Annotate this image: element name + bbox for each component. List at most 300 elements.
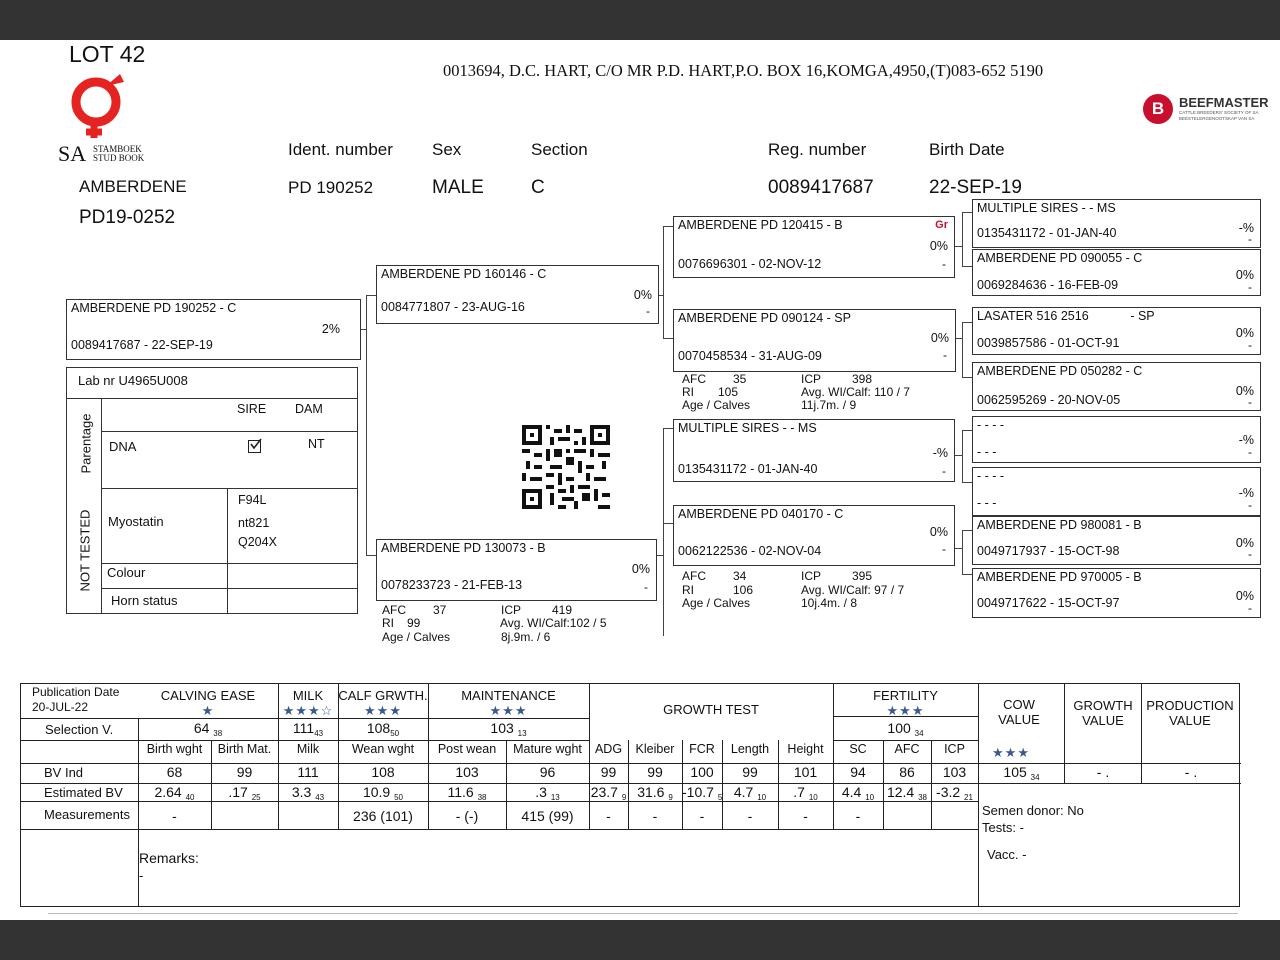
pedigree-dam-sire[interactable] xyxy=(673,419,955,482)
divider xyxy=(227,488,228,613)
ebv-value: .7 xyxy=(793,784,805,800)
bv-label: BV Ind xyxy=(44,765,84,780)
sd-icp-label: ICP xyxy=(801,372,822,386)
milk-header: MILK xyxy=(292,688,324,703)
sire-dash: - xyxy=(646,304,650,318)
column-header: SC xyxy=(849,742,867,756)
divider xyxy=(833,740,978,741)
cow-value: 105 xyxy=(1003,764,1027,780)
gen3-dash: - xyxy=(1248,601,1252,615)
gen3-dash: - xyxy=(1248,445,1252,459)
sd-ri: 105 xyxy=(718,385,739,399)
qr-code-icon[interactable] xyxy=(522,425,610,509)
column-header: Post wean xyxy=(437,742,497,756)
pedigree-gen3-6[interactable] xyxy=(972,467,1261,516)
gen3-dash: - xyxy=(1248,280,1252,294)
dd-icp: 395 xyxy=(852,569,873,583)
measurement-cell xyxy=(722,808,778,824)
beefmaster-logo xyxy=(1143,94,1273,126)
ebv-value: 12.4 xyxy=(886,784,915,800)
accuracy: 38 xyxy=(477,793,487,802)
sa-text: SA xyxy=(58,141,87,166)
column-header xyxy=(338,742,428,756)
studbook-emblem-icon xyxy=(66,72,136,144)
connector xyxy=(663,338,673,339)
ebv-cell xyxy=(778,784,833,802)
gen3-name: - - - - xyxy=(977,469,1005,483)
pedigree-gen3-2[interactable] xyxy=(972,249,1261,296)
myostatin-value-1: F94L xyxy=(238,493,267,507)
bv-value: 99 xyxy=(742,764,758,780)
selection-milk xyxy=(278,720,338,738)
pedigree-gen3-5[interactable] xyxy=(972,416,1261,463)
reg-label: Reg. number xyxy=(768,140,867,159)
pedigree-gen3-4[interactable] xyxy=(972,362,1261,411)
connector xyxy=(366,295,367,555)
dam-percent: 0% xyxy=(631,562,650,576)
gen3-id: 0039857586 - 01-OCT-91 xyxy=(977,336,1120,350)
gen3-name: AMBERDENE PD 090055 - C xyxy=(977,251,1143,265)
accuracy: 9 xyxy=(668,793,673,802)
sd-percent: 0% xyxy=(930,331,949,345)
connector xyxy=(962,377,972,378)
connector xyxy=(663,428,664,636)
ss-dash: - xyxy=(942,257,946,271)
ebv-cell xyxy=(428,784,506,802)
selection-calf-growth xyxy=(338,720,428,738)
sd-afc: 35 xyxy=(733,372,747,386)
column-header: AFC xyxy=(894,742,920,756)
column-header xyxy=(628,742,682,756)
pedigree-sire[interactable] xyxy=(376,265,659,324)
cow-value-stars: ★★★ xyxy=(992,745,1030,760)
not-tested-label: NOT TESTED xyxy=(77,509,93,592)
lot-number: LOT 42 xyxy=(69,41,146,67)
measurement-cell xyxy=(628,808,682,824)
ebv-value: 31.6 xyxy=(637,784,665,800)
measurement-cell xyxy=(682,808,722,824)
remarks-label: Remarks: xyxy=(139,850,199,866)
dam-col-label: DAM xyxy=(295,402,323,416)
pedigree-dam-dam[interactable] xyxy=(673,505,955,566)
tests: Tests: - xyxy=(982,820,1024,835)
column-header xyxy=(931,742,978,756)
divider xyxy=(101,563,357,564)
gen3-id: 0069284636 - 16-FEB-09 xyxy=(977,278,1119,292)
gen3-percent: 0% xyxy=(1235,326,1254,340)
gen3-percent: -% xyxy=(1238,486,1254,500)
column-header: ICP xyxy=(944,742,965,756)
accuracy: 13 xyxy=(550,793,560,802)
sd-avg: Avg. WI/Calf: 110 / 7 xyxy=(801,385,910,399)
divider xyxy=(101,588,357,589)
column-header xyxy=(778,742,833,756)
accuracy: 10 xyxy=(757,793,767,802)
selection-value: 108 xyxy=(366,720,391,736)
bv-cell xyxy=(778,764,833,780)
dam-icp-label: ICP xyxy=(501,603,522,617)
gen3-dash: - xyxy=(1248,395,1252,409)
gen3-id: 0062595269 - 20-NOV-05 xyxy=(977,393,1121,407)
connector xyxy=(663,428,673,429)
bv-cell xyxy=(428,764,506,780)
performance-table xyxy=(20,683,1240,907)
top-bar xyxy=(0,0,1280,40)
ebv-cell xyxy=(883,784,931,802)
sd-dash: - xyxy=(943,348,947,362)
ss-id: 0076696301 - 02-NOV-12 xyxy=(678,257,822,271)
gen3-dash: - xyxy=(1248,547,1252,561)
accuracy: 9 xyxy=(621,793,627,802)
dna-dam-value: NT xyxy=(308,437,325,451)
column-header xyxy=(211,742,278,756)
gen3-dash: - xyxy=(1248,498,1252,512)
maintenance-header: MAINTENANCE xyxy=(461,688,556,703)
self-name: AMBERDENE PD 190252 - C xyxy=(71,301,237,315)
ebv-value: 23.7 xyxy=(590,784,618,800)
pedigree-gen3-7[interactable] xyxy=(972,516,1261,565)
ebv-cell xyxy=(628,784,682,802)
dd-afc: 34 xyxy=(733,569,747,583)
pedigree-gen3-1[interactable] xyxy=(972,199,1261,248)
birth-label: Birth Date xyxy=(929,140,1005,159)
dd-age: 10j.4m. / 8 xyxy=(801,596,858,610)
connector xyxy=(962,212,972,213)
bv-cell xyxy=(138,764,211,780)
accuracy: 10 xyxy=(808,793,818,802)
calf-growth-stars: ★★★ xyxy=(364,703,402,718)
measurement-value: - xyxy=(855,808,861,824)
column-header: Mature wght xyxy=(513,742,582,756)
pedigree-dam[interactable] xyxy=(376,539,657,601)
bv-cell xyxy=(211,764,278,780)
pedigree-sire-dam[interactable] xyxy=(673,309,956,372)
accuracy: 38 xyxy=(213,729,223,738)
selection-fertility xyxy=(833,720,978,738)
column-header: FCR xyxy=(689,742,715,756)
column-header: Milk xyxy=(296,742,320,756)
connector xyxy=(663,226,673,227)
horn-status-label: Horn status xyxy=(111,593,178,608)
column-header xyxy=(278,742,338,756)
column-header xyxy=(589,742,628,756)
accuracy: 13 xyxy=(517,729,527,738)
sire-name: AMBERDENE PD 160146 - C xyxy=(381,267,547,281)
accuracy: 34 xyxy=(1030,773,1040,782)
sd-age-label: Age / Calves xyxy=(682,398,751,412)
dd-name: AMBERDENE PD 040170 - C xyxy=(678,507,844,521)
column-header xyxy=(883,742,931,756)
cow-value-header: COW VALUE xyxy=(998,697,1040,727)
gen3-percent: -% xyxy=(1238,221,1254,235)
ebv-value: 4.4 xyxy=(841,784,862,800)
pedigree-gen3-3[interactable] xyxy=(972,307,1261,355)
bv-growth-value: - . xyxy=(1096,764,1110,780)
bv-value: 100 xyxy=(690,764,714,780)
measurement-value: 415 (99) xyxy=(521,808,574,824)
measurement-value: - xyxy=(606,808,611,824)
connector xyxy=(962,530,963,575)
gen3-name: LASATER 516 2516 - SP xyxy=(977,309,1155,323)
ss-name: AMBERDENE PD 120415 - B xyxy=(678,218,843,232)
pedigree-sire-sire[interactable] xyxy=(673,216,955,278)
sd-name: AMBERDENE PD 090124 - SP xyxy=(678,311,851,325)
birth-value: 22-SEP-19 xyxy=(929,177,1022,198)
gen3-name: AMBERDENE PD 970005 - B xyxy=(977,570,1142,584)
divider xyxy=(101,431,357,432)
dam-icp: 419 xyxy=(552,603,573,617)
connector xyxy=(962,430,963,483)
selection-value: 64 xyxy=(193,720,210,736)
measurement-value: 236 (101) xyxy=(353,808,413,824)
connector xyxy=(663,226,664,339)
sex-value: MALE xyxy=(432,177,484,198)
dam-name: AMBERDENE PD 130073 - B xyxy=(381,541,546,555)
connector xyxy=(962,322,963,378)
measurement-cell xyxy=(778,808,833,824)
vaccinations: Vacc. - xyxy=(987,847,1027,862)
gen3-name: AMBERDENE PD 050282 - C xyxy=(977,364,1143,378)
selection-value: 103 xyxy=(490,720,514,736)
gen3-name: AMBERDENE PD 980081 - B xyxy=(977,518,1142,532)
ebv-value: 11.6 xyxy=(447,784,474,800)
accuracy: 50 xyxy=(390,729,400,738)
dd-ri: 106 xyxy=(733,583,754,597)
bv-production-value: - . xyxy=(1184,764,1198,780)
beefmaster-b-badge: B xyxy=(1143,94,1173,124)
column-header xyxy=(428,742,506,756)
remarks-value: - xyxy=(139,868,144,883)
connector xyxy=(962,266,972,267)
dam-dash: - xyxy=(644,580,648,594)
connector xyxy=(962,530,972,531)
divider xyxy=(101,488,357,489)
divider xyxy=(67,398,357,399)
column-header: Birth wght xyxy=(146,742,203,756)
bv-value: 99 xyxy=(647,764,663,780)
lab-number: Lab nr U4965U008 xyxy=(78,373,188,388)
pedigree-gen3-8[interactable] xyxy=(972,568,1261,618)
bv-value: 86 xyxy=(899,764,915,780)
selection-value: 100 xyxy=(887,720,911,736)
bottom-rule xyxy=(48,913,1238,914)
column-header: Height xyxy=(787,742,824,756)
column-header xyxy=(138,742,211,756)
bv-cell xyxy=(931,764,978,780)
beefmaster-sub2: BEESTELERGENOOTSKAP VAN SA xyxy=(1179,116,1255,121)
divider xyxy=(978,684,979,906)
ebv-cell xyxy=(138,784,211,802)
gen3-percent: 0% xyxy=(1235,536,1254,550)
bv-cell xyxy=(589,764,628,780)
measurement-cell xyxy=(338,808,428,824)
column-header xyxy=(682,742,722,756)
bv-cell xyxy=(682,764,722,780)
section-value: C xyxy=(531,177,545,198)
ebv-value: 2.64 xyxy=(154,784,182,800)
ebv-cell xyxy=(931,784,978,802)
gen3-dash: - xyxy=(1248,232,1252,246)
ds-percent: -% xyxy=(932,446,948,460)
accuracy: 50 xyxy=(394,793,404,802)
sd-ri-label: RI xyxy=(682,385,694,399)
gen3-percent: 0% xyxy=(1235,384,1254,398)
ebv-cell xyxy=(338,784,428,802)
column-header xyxy=(722,742,778,756)
ident-value: PD 190252 xyxy=(288,178,374,197)
dd-ri-label: RI xyxy=(682,583,694,597)
column-header: Kleiber xyxy=(635,742,675,756)
divider xyxy=(21,740,589,741)
gen3-id: 0049717622 - 15-OCT-97 xyxy=(977,596,1120,610)
connector xyxy=(962,430,972,431)
dd-icp-label: ICP xyxy=(801,569,822,583)
dd-afc-label: AFC xyxy=(682,569,706,583)
publication-label: Publication Date xyxy=(32,685,120,699)
accuracy: 10 xyxy=(865,793,875,802)
accuracy: 5 xyxy=(717,793,723,802)
sd-age: 11j.7m. / 9 xyxy=(801,398,857,412)
sd-afc-label: AFC xyxy=(682,372,706,386)
dam-ri: 99 xyxy=(407,616,421,630)
connector xyxy=(366,295,376,296)
ebv-cell xyxy=(833,784,883,802)
connector xyxy=(962,574,972,575)
column-header: Length xyxy=(730,742,770,756)
production-value-header: PRODUCTION VALUE xyxy=(1146,698,1234,728)
ebv-value: 10.9 xyxy=(362,784,391,800)
dd-avg: Avg. WI/Calf: 97 / 7 xyxy=(801,583,905,597)
sire-id: 0084771807 - 23-AUG-16 xyxy=(381,300,525,314)
accuracy: 40 xyxy=(185,793,195,802)
beefmaster-sub1: CATTLE BREEDERS' SOCIETY OF SA xyxy=(1179,110,1259,115)
calf-growth-header: CALF GRWTH. xyxy=(338,688,428,703)
calving-ease-header: CALVING EASE xyxy=(160,688,256,703)
ds-dash: - xyxy=(942,464,946,478)
dam-age: 8j.9m. / 6 xyxy=(501,630,551,644)
bv-value: 108 xyxy=(371,764,395,780)
growth-test-header: GROWTH TEST xyxy=(663,702,759,717)
dam-afc: 37 xyxy=(433,603,447,617)
bv-value: 103 xyxy=(942,764,967,780)
measurement-cell xyxy=(589,808,628,824)
gen3-id: - - - xyxy=(977,445,997,459)
dna-label: DNA xyxy=(109,439,137,454)
bottom-bar xyxy=(0,920,1280,960)
dd-percent: 0% xyxy=(929,525,948,539)
connector xyxy=(962,212,963,267)
semen-donor: Semen donor: No xyxy=(982,803,1084,818)
bv-value: 96 xyxy=(539,764,556,780)
bv-cell xyxy=(628,764,682,780)
ss-percent: 0% xyxy=(929,239,948,253)
maintenance-stars: ★★★ xyxy=(489,703,528,718)
myostatin-value-3: Q204X xyxy=(238,535,277,549)
bv-value: 103 xyxy=(455,764,479,780)
colour-label: Colour xyxy=(107,565,146,580)
column-header: Birth Mat. xyxy=(217,742,272,756)
dd-dash: - xyxy=(942,542,946,556)
fertility-header: FERTILITY xyxy=(873,688,938,703)
ebv-value: 4.7 xyxy=(733,784,754,800)
connector xyxy=(962,482,972,483)
self-id: 0089417687 - 22-SEP-19 xyxy=(71,338,213,352)
divider xyxy=(21,718,139,719)
bv-value: 99 xyxy=(600,764,617,780)
column-header xyxy=(833,742,883,756)
connector xyxy=(366,555,376,556)
sd-icp: 398 xyxy=(852,372,873,386)
ebv-cell xyxy=(589,784,628,802)
sd-id: 0070458534 - 31-AUG-09 xyxy=(678,349,822,363)
divider xyxy=(21,829,979,830)
stamboek-text: STAMBOEK xyxy=(93,144,142,154)
ident-label: Ident. number xyxy=(288,140,393,159)
bv-cell xyxy=(883,764,931,780)
gen3-percent: 0% xyxy=(1235,589,1254,603)
myostatin-value-2: nt821 xyxy=(238,516,270,530)
column-header: ADG xyxy=(594,742,623,756)
gen3-id: 0049717937 - 15-OCT-98 xyxy=(977,544,1120,558)
section-label: Section xyxy=(531,140,588,159)
sire-percent: 0% xyxy=(633,288,652,302)
gen3-percent: -% xyxy=(1238,433,1254,447)
bv-cow-value xyxy=(979,764,1064,782)
ebv-value: -3.2 xyxy=(936,784,961,800)
measurement-value: - xyxy=(699,808,705,824)
ebv-cell xyxy=(682,784,722,802)
ds-id: 0135431172 - 01-JAN-40 xyxy=(678,462,818,476)
bv-cell xyxy=(506,764,589,780)
connector xyxy=(663,523,673,524)
accuracy: 21 xyxy=(964,793,973,802)
bv-value: 111 xyxy=(297,764,319,780)
dam-ri-label: RI xyxy=(382,616,394,630)
ebv-label: Estimated BV xyxy=(44,785,123,800)
bv-value: 94 xyxy=(850,764,866,780)
gen3-percent: 0% xyxy=(1235,268,1254,282)
calving-ease-stars: ★ xyxy=(201,703,215,718)
gen3-name: - - - - xyxy=(977,418,1005,432)
bv-value: 101 xyxy=(793,764,818,780)
dam-avg: Avg. WI/Calf:102 / 5 xyxy=(500,616,607,630)
sire-col-label: SIRE xyxy=(237,402,267,416)
pedigree-self[interactable] xyxy=(66,299,361,360)
gen3-dash: - xyxy=(1248,338,1252,352)
measurement-cell xyxy=(428,808,506,824)
ebv-cell xyxy=(211,784,278,802)
ebv-value: -10.7 xyxy=(682,784,714,800)
bv-cell xyxy=(833,764,883,780)
measurement-value: - xyxy=(172,808,177,824)
bv-value: 68 xyxy=(166,764,183,780)
breeder-address: 0013694, D.C. HART, C/O MR P.D. HART,P.O. BOX 16,KOMGA,4950,(T)083-652 5190 xyxy=(443,61,1044,80)
beefmaster-name: BEEFMASTER xyxy=(1179,95,1269,110)
ebv-cell xyxy=(278,784,338,802)
bv-cell xyxy=(722,764,778,780)
myostatin-label: Myostatin xyxy=(108,514,164,529)
self-percent: 2% xyxy=(321,322,340,336)
reg-value: 0089417687 xyxy=(768,177,874,198)
accuracy: 43 xyxy=(314,729,324,738)
selection-maintenance xyxy=(428,720,589,738)
connector xyxy=(962,322,972,323)
accuracy: 38 xyxy=(918,793,928,802)
gen3-name: MULTIPLE SIRES - - MS xyxy=(977,201,1116,215)
sex-label: Sex xyxy=(432,140,462,159)
selection-label: Selection V. xyxy=(45,722,114,737)
dd-age-label: Age / Calves xyxy=(682,596,751,610)
